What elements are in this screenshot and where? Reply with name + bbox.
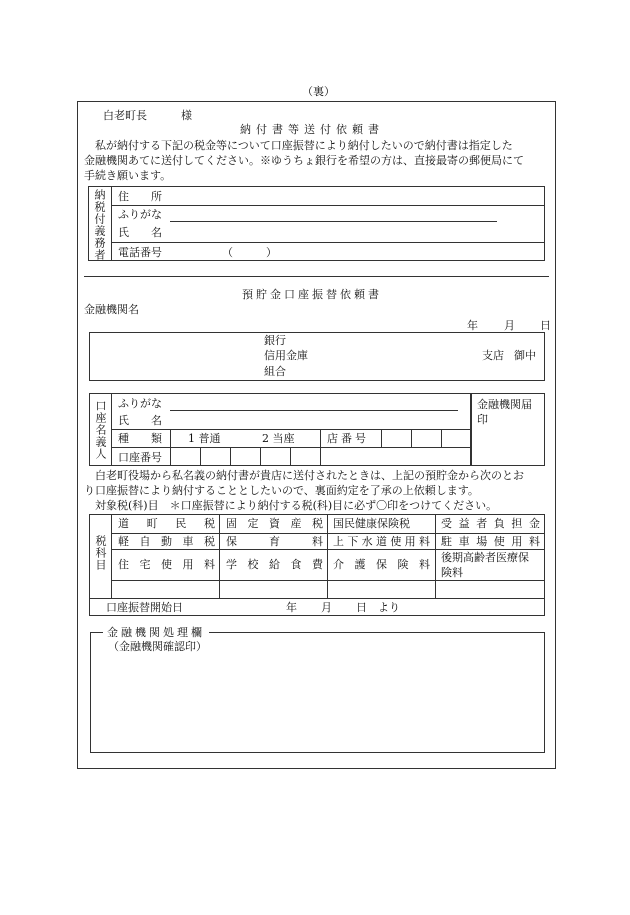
tax-item-kouki-line2[interactable]: 険料 [441,566,463,579]
start-month: 月 [321,601,332,614]
furigana-label: ふりがな [118,208,162,221]
tax-item-jueki[interactable]: 受 益 者 負 担 金 [441,517,540,530]
honorific: 様 [181,109,192,122]
holder-name-label: 氏 名 [118,414,162,427]
phone-parens: （ ） [222,246,277,259]
tax-item-keijidousha[interactable]: 軽 自 動 車 税 [118,535,215,548]
account-holder-label: 口座名義人 [94,400,107,460]
bank-type-shinkin: 信用金庫 [264,349,308,362]
tax-item-hoiku[interactable]: 保 育 料 [226,535,323,548]
tax-item-kokuho[interactable]: 国民健康保険税 [333,517,410,530]
name-label: 氏 名 [118,226,162,239]
bank-confirm-seal-label: （金融機関確認印） [108,640,207,653]
tax-item-suidou[interactable]: 上 下 水 道 使 用 料 [333,535,430,548]
request1-body-line1: 私が納付する下記の税金等について口座振替により納付したいので納付書は指定した [95,139,513,152]
request1-body-line2: 金融機関あてに送付してください。※ゆうちょ銀行を希望の方は、直接最寄の郵便局にて [84,154,524,167]
tax-items-label: 税科目 [94,535,107,571]
taxpayer-label: 納税付義務者 [93,189,106,261]
date-day: 日 [540,319,551,332]
tax-item-choumin[interactable]: 道 町 民 税 [118,517,215,530]
account-number-label: 口座番号 [118,451,162,464]
account-type-futsu: 1 普通 [188,432,221,445]
branch-label: 支店 [482,349,504,362]
furigana-underline [170,221,497,222]
date-month: 月 [504,319,515,332]
tax-item-kouki-line1[interactable]: 後期高齢者医療保 [441,551,529,564]
bank-processing-title: 金融機関処理欄 [103,627,209,638]
agreement-line2: り口座振替により納付することとしたいので、裏面約定を了承の上依頼します。 [84,484,479,497]
phone-label: 電話番号 [118,246,162,259]
start-date-label: 口座振替開始日 [106,601,183,614]
gochu-label: 御中 [514,349,536,362]
bank-name-box [89,332,545,381]
tax-item-kotei[interactable]: 固 定 資 産 税 [226,517,323,530]
bank-seal-label: 金融機関届印 [477,398,532,426]
start-day: 日 [356,601,367,614]
tax-items-note: 対象税(科)目 ＊口座振替により納付する税(科)目に必ず〇印をつけてください。 [95,499,498,512]
bank-type-bank: 銀行 [264,334,286,347]
tax-item-chushajou[interactable]: 駐 車 場 使 用 料 [441,535,540,548]
address-label: 住 所 [118,190,162,203]
branch-number-label: 店番号 [327,432,369,445]
bank-name-label: 金融機関名 [84,303,139,316]
start-year: 年 [286,601,297,614]
tax-item-kaigo[interactable]: 介 護 保 険 料 [333,558,430,571]
section-divider [84,276,549,277]
tax-item-juutaku[interactable]: 住 宅 使 用 料 [118,558,215,571]
tax-item-kyuushoku[interactable]: 学 校 給 食 費 [226,558,323,571]
request1-body-line3: 手続き願います。 [84,169,172,182]
bank-type-kumiai: 組合 [264,365,286,378]
request2-title: 預貯金口座振替依頼書 [242,288,382,301]
start-suffix: より [378,601,400,614]
account-type-toza: 2 当座 [262,432,295,445]
account-type-label: 種 類 [118,432,162,445]
page-side-label: （裏） [302,85,335,98]
holder-furigana-label: ふりがな [118,397,162,410]
date-year: 年 [467,319,478,332]
addressee: 白老町長 [103,109,147,122]
holder-furigana-underline [170,410,458,411]
request1-title: 納付書等送付依頼書 [240,123,384,136]
agreement-line1: 白老町役場から私名義の納付書が貴店に送付されたときは、上記の預貯金から次のとお [95,469,524,482]
